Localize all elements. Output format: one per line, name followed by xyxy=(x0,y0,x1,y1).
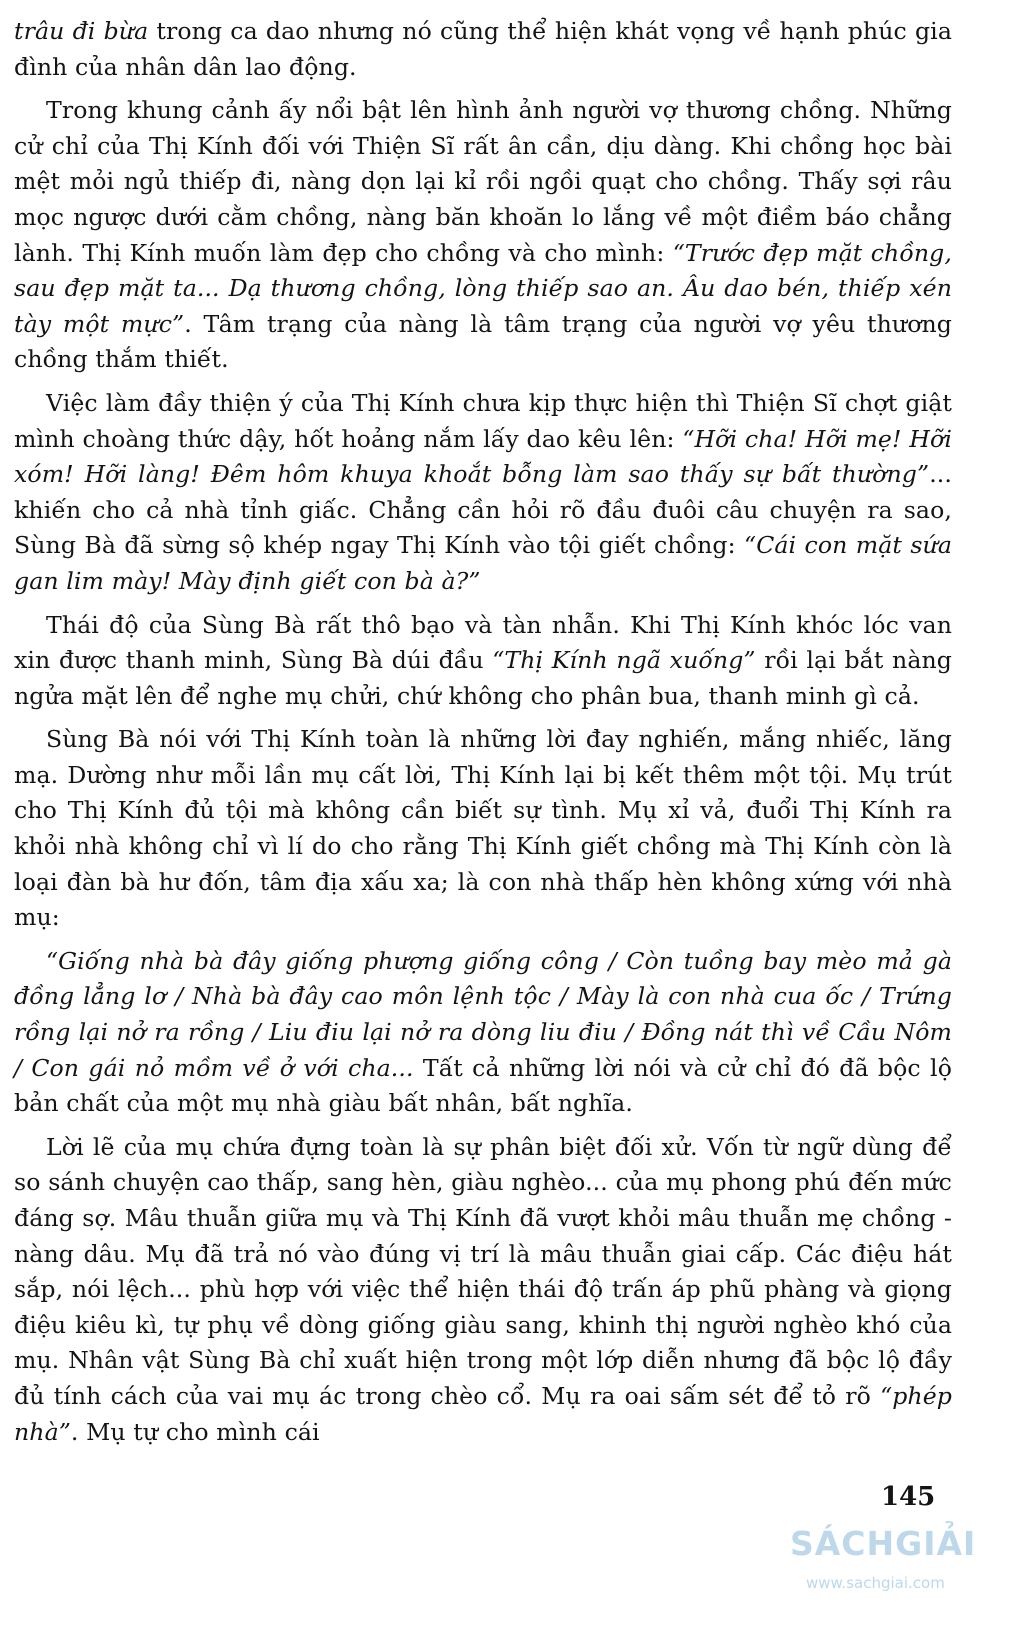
text-segment: Sùng Bà nói với Thị Kính toàn là những lời đay nghiến, mắng nhiếc, lăng mạ. Dường như mỗi lần mụ cất lời, Thị Kính lại bị kết thêm một tội. Mụ trút cho Thị Kính đủ tội mà không cần biết sự tình. Mụ xỉ vả, đuổi Thị Kính ra khỏi nhà không chỉ vì lí do cho rằng Thị Kính giết chồng mà Thị Kính còn là loại đàn bà hư đốn, tâm địa xấu xa; là con nhà thấp hèn không xứng với nhà mụ: xyxy=(14,725,952,932)
paragraph xyxy=(14,93,952,378)
text-segment: Trong khung cảnh ấy nổi bật lên hình ảnh người vợ thương chồng. Những cử chỉ của Thị Kính đối với Thiện Sĩ rất ân cần, dịu dàng. Khi chồng học bài mệt mỏi ngủ thiếp đi, nàng dọn lại kỉ rồi ngồi quạt cho chồng. Thấy sợi râu mọc ngược dưới cằm chồng, nàng băn khoăn lo lắng về một điềm báo chẳng lành. Thị Kính muốn làm đẹp cho chồng và cho mình: xyxy=(14,96,952,267)
paragraph xyxy=(14,944,952,1122)
italic-text: “Trước đẹp mặt chồng, sau đẹp mặt ta... Dạ thương chồng, lòng thiếp sao an. Âu dao bén, thiếp xén tày một mực” xyxy=(14,238,952,338)
italic-text: “Thị Kính ngã xuống” xyxy=(492,646,756,675)
paragraph xyxy=(14,386,952,600)
text-segment: Tất cả những lời nói và cử chỉ đó đã bộc lộ bản chất của một mụ nhà giàu bất nhân, bất nghĩa. xyxy=(14,1053,952,1118)
text-segment: rồi lại bắt nàng ngửa mặt lên để nghe mụ chửi, chứ không cho phân bua, thanh minh gì cả. xyxy=(14,646,953,710)
paragraph xyxy=(14,1130,952,1450)
paragraph xyxy=(14,14,952,85)
paragraph xyxy=(14,608,952,715)
watermark-url: www.sachgiai.com xyxy=(806,1574,945,1592)
italic-text: trâu đi bừa xyxy=(14,17,149,45)
text-segment: . Mụ tự cho mình cái xyxy=(70,1417,320,1446)
page-number: 145 xyxy=(881,1482,936,1512)
text-segment: trong ca dao nhưng nó cũng thể hiện khát vọng về hạnh phúc gia đình của nhân dân lao động. xyxy=(14,17,952,81)
paragraph xyxy=(14,722,952,936)
text-segment: Việc làm đầy thiện ý của Thị Kính chưa kịp thực hiện thì Thiện Sĩ chợt giật mình choàng thức dậy, hốt hoảng nắm lấy dao kêu lên: xyxy=(14,388,952,453)
page-footer xyxy=(0,1482,1024,1629)
watermark-logo: SÁCHGIẢI xyxy=(790,1524,977,1563)
italic-text: “phép nhà” xyxy=(14,1381,952,1446)
page-body xyxy=(14,14,952,1458)
text-segment: . Tâm trạng của nàng là tâm trạng của người vợ yêu thương chồng thắm thiết. xyxy=(14,309,952,374)
italic-text: “Giống nhà bà đây giống phượng giống công / Còn tuồng bay mèo mả gà đồng lẳng lơ / Nhà bà đây cao môn lệnh tộc / Mày là con nhà cua ốc / Trứng rồng lại nở ra rồng / Liu điu lại nở ra dòng liu điu / Đồng nát thì về Cầu Nôm / Con gái nỏ mồm về ở với cha... xyxy=(14,946,952,1082)
text-segment: ... khiến cho cả nhà tỉnh giấc. Chẳng cần hỏi rõ đầu đuôi câu chuyện ra sao, Sùng Bà đã sừng sộ khép ngay Thị Kính vào tội giết chồng: xyxy=(14,460,952,560)
text-segment: Thái độ của Sùng Bà rất thô bạo và tàn nhẫn. Khi Thị Kính khóc lóc van xin được thanh minh, Sùng Bà dúi đầu xyxy=(14,610,952,675)
text-segment: Lời lẽ của mụ chứa đựng toàn là sự phân biệt đối xử. Vốn từ ngữ dùng để so sánh chuyện cao thấp, sang hèn, giàu nghèo... của mụ phong phú đến mức đáng sợ. Mâu thuẫn giữa mụ và Thị Kính đã vượt khỏi mâu thuẫn mẹ chồng - nàng dâu. Mụ đã trả nó vào đúng vị trí là mâu thuẫn giai cấp. Các điệu hát sắp, nói lệch... phù hợp với việc thể hiện thái độ trấn áp phũ phàng và giọng điệu kiêu kì, tự phụ về dòng giống giàu sang, khinh thị người nghèo khó của mụ. Nhân vật Sùng Bà chỉ xuất hiện trong một lớp diễn nhưng đã bộc lộ đầy đủ tính cách của vai mụ ác trong chèo cổ. Mụ ra oai sấm sét để tỏ rõ xyxy=(14,1132,952,1410)
italic-text: “Cái con mặt sứa gan lim mày! Mày định giết con bà à?” xyxy=(14,531,953,595)
italic-text: “Hỡi cha! Hỡi mẹ! Hỡi xóm! Hỡi làng! Đêm hôm khuya khoắt bỗng làm sao thấy sự bất thường” xyxy=(14,424,952,489)
